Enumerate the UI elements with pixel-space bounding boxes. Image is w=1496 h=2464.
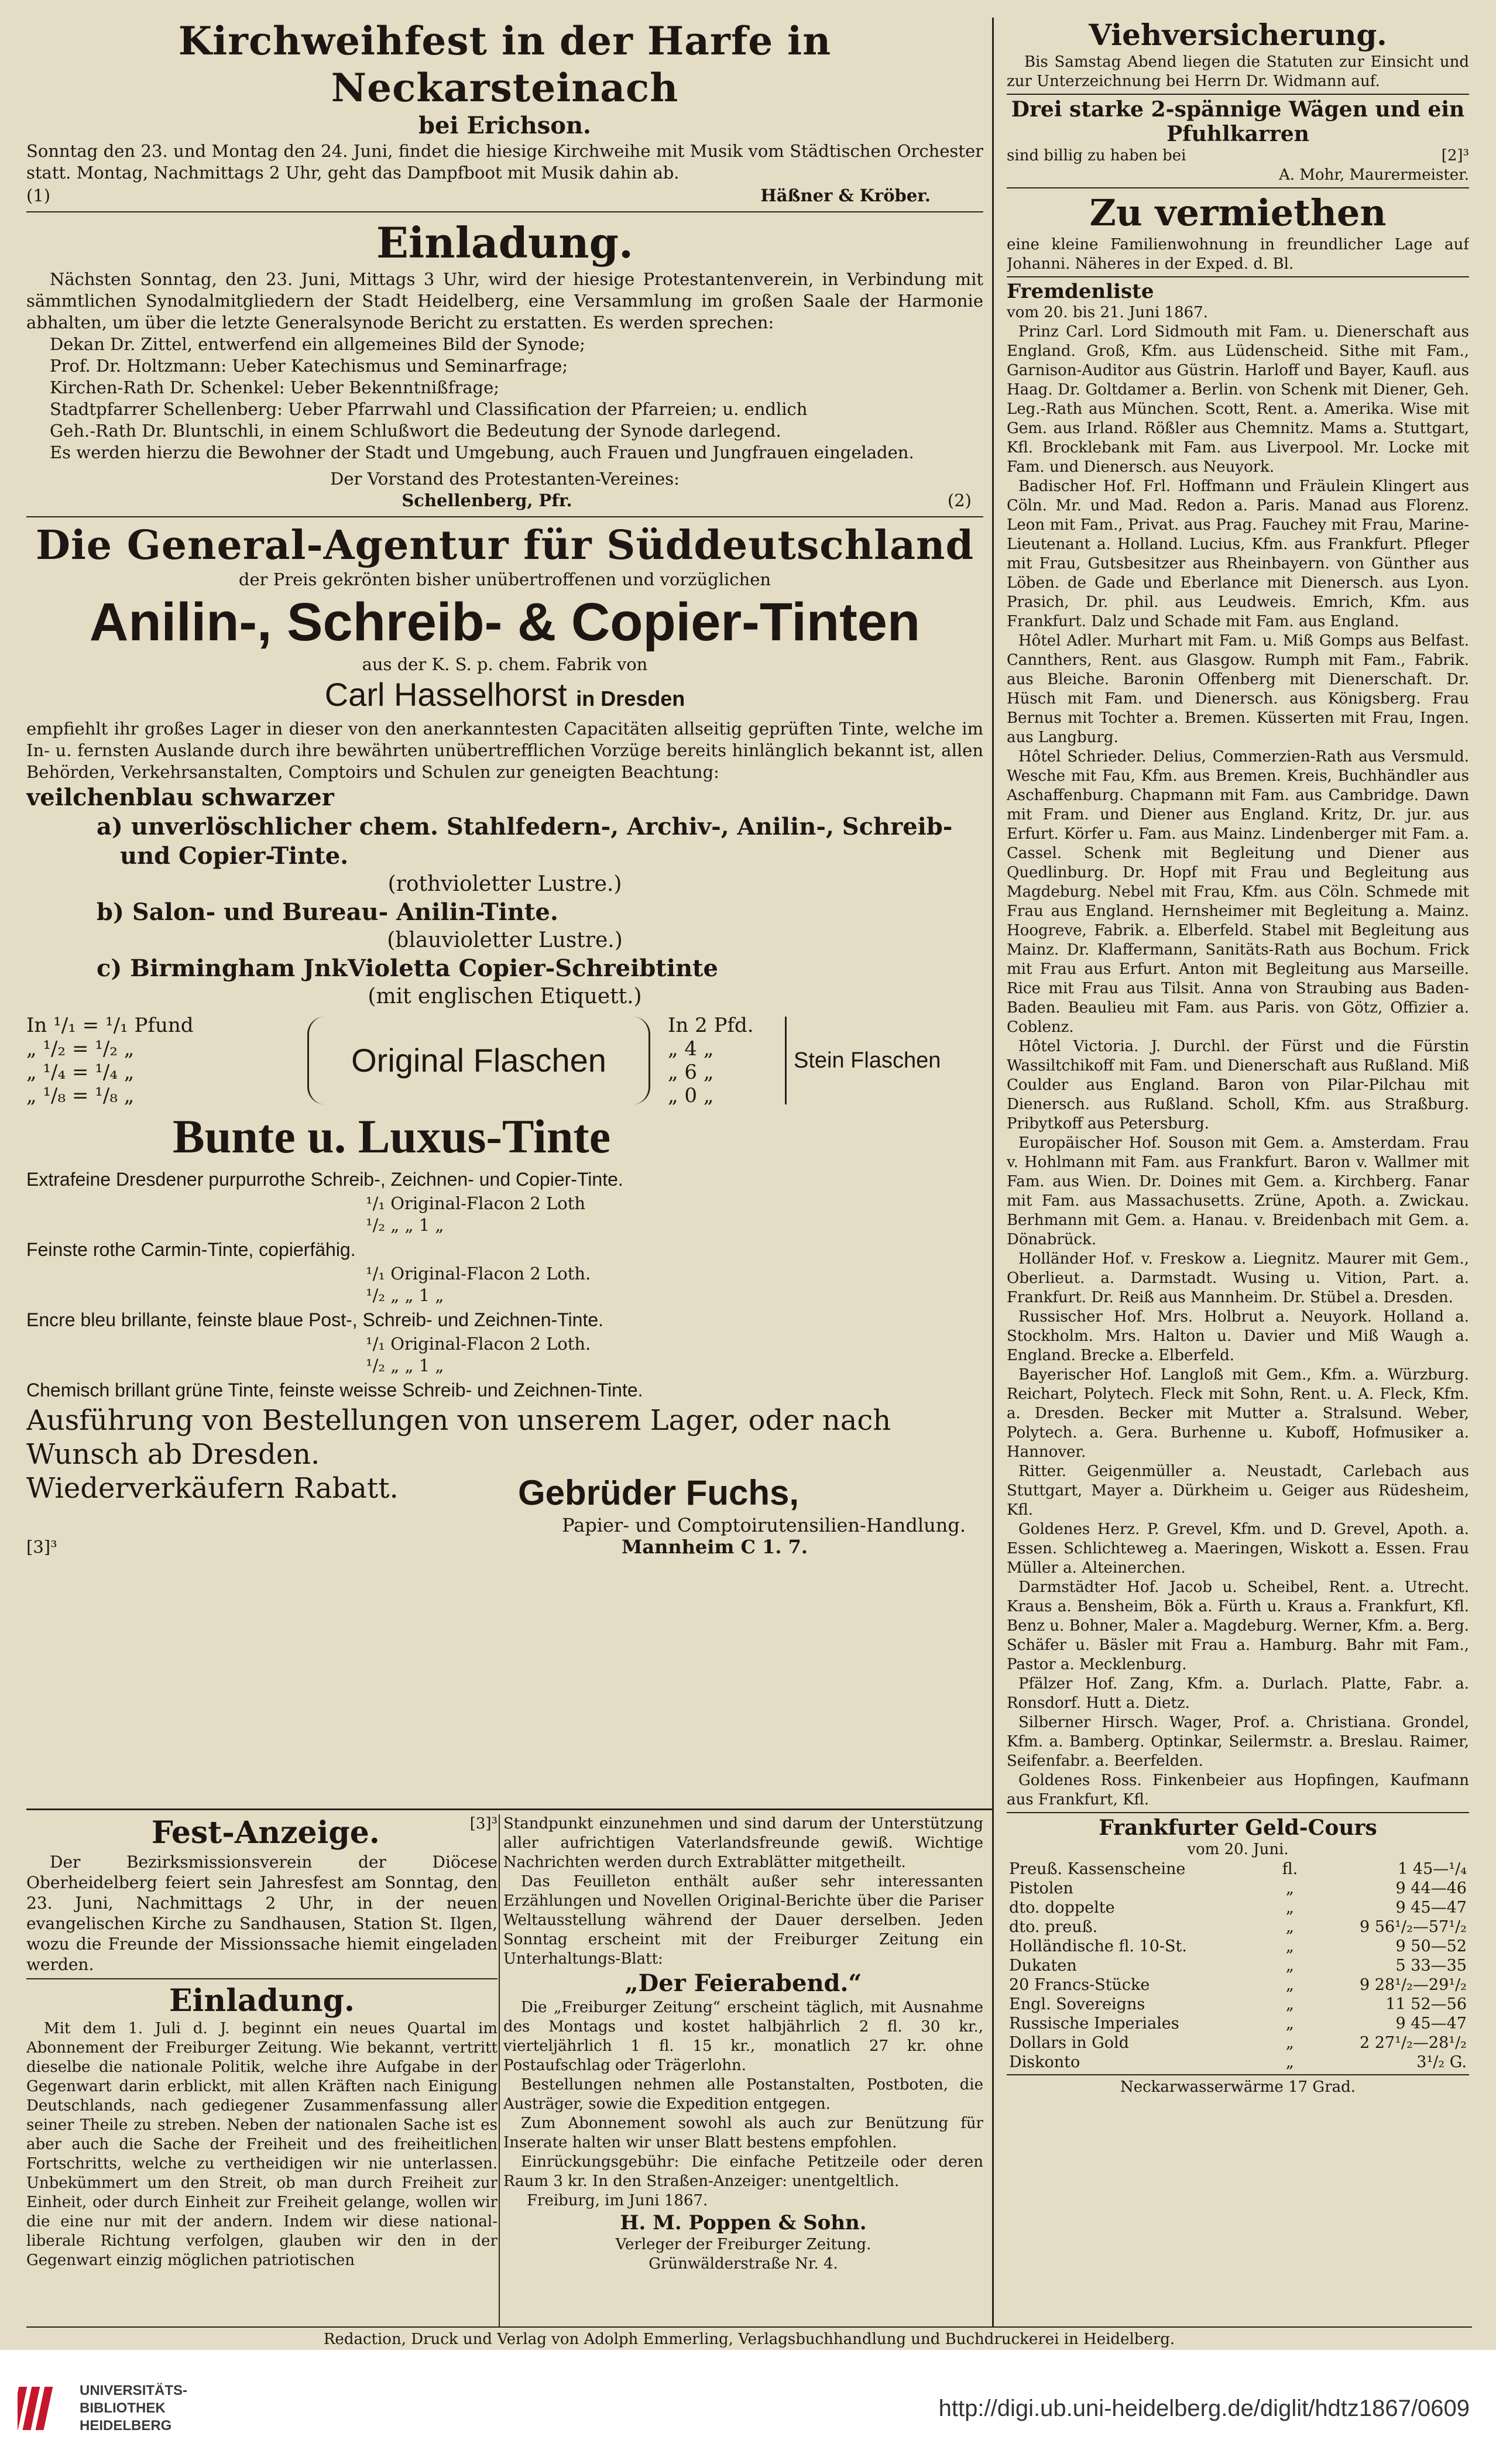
protestantenverein-ad bbox=[26, 217, 983, 512]
currency-unit: „ bbox=[1285, 1918, 1294, 1936]
pfd-row: „ 0 „ bbox=[668, 1084, 714, 1107]
tinten-num: [3]³ bbox=[26, 1537, 57, 1557]
divider bbox=[26, 1978, 497, 1979]
fremden-title: Fremdenliste bbox=[1007, 280, 1154, 303]
festanzeige-num: [3]³ bbox=[469, 1815, 497, 1832]
column-divider bbox=[992, 18, 994, 2326]
flacon-line: ¹/₁ Original-Flacon 2 Loth bbox=[366, 1193, 586, 1213]
geld-row bbox=[1007, 1975, 1469, 1995]
geld-row bbox=[1007, 1956, 1469, 1975]
zeitung-sign: H. M. Poppen & Sohn. bbox=[620, 2211, 867, 2235]
currency-name: Preuß. Kassenscheine bbox=[1009, 1860, 1186, 1878]
geld-date: vom 20. Juni. bbox=[1187, 1841, 1289, 1858]
currency-unit: „ bbox=[1285, 1937, 1294, 1955]
size-row: „ ¹/₈ = ¹/₈ „ bbox=[26, 1084, 135, 1107]
tinten-head: Die General-Agentur für Süddeutschland bbox=[35, 522, 975, 569]
currency-name: Pistolen bbox=[1009, 1879, 1073, 1897]
zeitung-text3: Die „Freiburger Zeitung“ erscheint täglich, mit Ausnahme des Montags und kostet halbjährlich 2 fl. 30 kr., vierteljährlich 1 fl. 15 kr., monatlich 27 kr. ohne Postaufschlag oder Trägerlohn. bbox=[503, 1999, 983, 2074]
kirchweih-text: Sonntag den 23. und Montag den 24. Juni, findet die hiesige Kirchweihe mit Musik vom Städtischen Orchester statt. Montag, Nachmittags 2 Uhr, geht das Dampfboot mit Musik dahin ab. bbox=[26, 141, 983, 183]
speaker: Prof. Dr. Holtzmann: Ueber Katechismus und Seminarfrage; bbox=[50, 356, 568, 376]
stein-flaschen: Stein Flaschen bbox=[785, 1017, 941, 1104]
geld-row bbox=[1007, 2033, 1469, 2053]
currency-unit: „ bbox=[1285, 1995, 1294, 2013]
zeitung-text1: Standpunkt einzunehmen und sind darum der Unterstützung aller aufrichtigen Vaterlandsfreunde gewiß. Wichtige Nachrichten werden durch Extrablätter mitgetheilt. bbox=[503, 1815, 983, 1871]
hotel-entry: Hôtel Adler. Murhart mit Fam. u. Miß Gomps aus Belfast. Cannthers, Rent. aus Glasgow. Rumph mit Fam., Fabrik. aus Bleiche. Baronin Offenberg mit Dienerschaft. Dr. Hüsch mit Fam. und Dienersch. aus Königsberg. Frau Bernus mit Tochter a. Bremen. Küsserten mit Frau, Ingen. aus Langburg. bbox=[1007, 632, 1469, 746]
currency-rate: 5 33—35 bbox=[1395, 1957, 1467, 1975]
wagen-sign: A. Mohr, Maurermeister. bbox=[1279, 166, 1469, 184]
currency-unit: „ bbox=[1285, 2034, 1294, 2052]
ink-line: Chemisch brillant grüne Tinte, feinste weisse Schreib- und Zeichnen-Tinte. bbox=[26, 1379, 643, 1401]
kirchweih-title: Kirchweihfest in der Harfe in Neckarsteinach bbox=[178, 18, 832, 111]
original-flaschen: Original Flaschen bbox=[307, 1017, 650, 1104]
right-column bbox=[1007, 18, 1469, 2283]
geld-title: Frankfurter Geld-Cours bbox=[1099, 1816, 1377, 1840]
divider bbox=[1007, 2074, 1469, 2075]
vermiethen-text: eine kleine Familienwohnung in freundlicher Lage auf Johanni. Näheres in der Exped. d. Bl. bbox=[1007, 236, 1469, 273]
tinten-text: empfiehlt ihr großes Lager in dieser von den anerkanntesten Capacitäten allseitig geprüften Tinte, welche im In- u. fernsten Auslande durch ihre bewährten unübertrefflichen Vorzüge bereits hinlänglich bekannt ist, allen Behörden, Verkehrsanstalten, Comptoirs und Schulen zur geneigten Beachtung: bbox=[26, 719, 983, 782]
hotel-entry: Russischer Hof. Mrs. Holbrut a. Neuyork. Holland a. Stockholm. Mrs. Halton u. Davier und Miß Waugh a. England. Brecke a. Elberfeld. bbox=[1007, 1308, 1469, 1364]
hotel-entry: Hôtel Schrieder. Delius, Commerzien-Rath aus Versmuld. Wesche mit Fau, Kfm. aus Bremen. Kreis, Buchhändler aus Aschaffenburg. Chapmann mit Fam. aus Cambridge. Dawn mit Fram. und Diener aus England. Kritz, Dr. jur. aus Erfurt. Körfer u. Fam. aus Mainz. Lindenberger mit Fam. a. Cassel. Schenk mit Begleitung und Diener aus Quedlinburg. Dr. Hopf mit Frau und Begleitung aus Magdeburg. Nebel mit Frau, Kfm. aus Cöln. Schmede mit Frau aus England. Hernsheimer mit Begleitung a. Mainz. Hoogreve, Fabrik. a. Elberfeld. Stabel mit Begleitung aus Mainz. Dr. Klaffermann, Sanitäts-Rath aus Bochum. Frick mit Frau aus Erfurt. Anton mit Begleitung aus Marseille. Rice mit Frau aus Tilsit. Anna von Straubing aus Baden-Baden. Beaulieu mit Fam. aus Paris. von Götz, Offizier a. Coblenz. bbox=[1007, 748, 1469, 1036]
currency-name: dto. doppelte bbox=[1009, 1899, 1115, 1917]
geld-row bbox=[1007, 2053, 1469, 2072]
imprint: Redaction, Druck und Verlag von Adolph Emmerling, Verlagsbuchhandlung und Buchdruckerei in Heidelberg. bbox=[323, 2331, 1175, 2348]
geld-row bbox=[1007, 1859, 1469, 1879]
geld-row bbox=[1007, 1917, 1469, 1937]
einladung2-text: Mit dem 1. Juli d. J. beginnt ein neues Quartal im Abonnement der Freiburger Zeitung. Wie bekannt, vertritt dieselbe die nationale Politik, welche ihre Aufgabe in der Gegenwart darin erblickt, mit allen Kräften nach Einigung Deutschlands, nach gediegener Zusammenfassung aller seiner Theile zu streben. Neben der nationalen Sache ist es aber auch die Sache der Freiheit und des freiheitlichen Fortschritts, welche zu vertheidigen wir nie unterlassen. Unbekümmert um den Streit, ob man durch Freiheit zur Einheit, oder durch Einheit zur Freiheit gelange, wollen wir die eine nur mit der andern. Indem wir diese national-liberale Richtung verfolgen, glauben wir den in der Gegenwart einzig möglichen patriotischen bbox=[26, 2020, 497, 2269]
currency-unit: „ bbox=[1285, 1957, 1294, 1975]
imprint-divider bbox=[26, 2326, 1472, 2328]
tinten-item-c-note: (mit englischen Etiquett.) bbox=[368, 984, 642, 1008]
kirchweih-sign: Häßner & Kröber. bbox=[760, 186, 931, 205]
currency-name: Engl. Sovereigns bbox=[1009, 1995, 1145, 2013]
wagen-title: Drei starke 2-spännige Wägen und ein Pfuhlkarren bbox=[1011, 97, 1465, 146]
bunte-title: Bunte u. Luxus-Tinte bbox=[173, 1110, 611, 1163]
tinten-sub: der Preis gekrönten bisher unübertroffenen und vorzüglichen bbox=[238, 569, 771, 589]
source-url-link[interactable]: http://digi.ub.uni-heidelberg.de/diglit/hdtz1867/0609 bbox=[938, 2396, 1470, 2421]
festanzeige-title: Fest-Anzeige. bbox=[151, 1815, 380, 1851]
currency-unit: „ bbox=[1285, 1879, 1294, 1897]
divider bbox=[1007, 187, 1469, 188]
uni-line1: UNIVERSITÄTS- bbox=[80, 2383, 188, 2398]
hotel-entry: Bayerischer Hof. Langloß mit Gem., Kfm. a. Würzburg. Reichart, Polytech. Fleck mit Sohn, Rent. u. A. Fleck, Kfm. a. Dresden. Becker mit Mutter a. Stralsund. Weber, Polytech. a. Gera. Burhenne u. Kuboff, Hofmusiker a. Hannover. bbox=[1007, 1366, 1469, 1461]
zeitung-date: Freiburg, im Juni 1867. bbox=[527, 2192, 708, 2209]
hotel-entry: Prinz Carl. Lord Sidmouth mit Fam. u. Dienerschaft aus England. Groß, Kfm. aus Lüdenscheid. Sithe mit Fam., Garnison-Auditor aus Güstrin. Harloff und Bayer, Kaufl. aus Haag. Dr. Goltdamer a. Berlin. von Schenk mit Diener, Geh. Leg.-Rath aus München. Scott, Rent. a. Amerika. Wise mit Gem. aus Irland. Rößler aus Chemnitz. Mams a. Stuttgart, Kfl. Brocklebank mit Fam. aus Liverpool. Mr. Locke mit Fam. und Dienersch. aus Neuyork. bbox=[1007, 323, 1469, 476]
vieh-title: Viehversicherung. bbox=[1089, 18, 1387, 52]
tinten-from: aus der K. S. p. chem. Fabrik von bbox=[362, 654, 648, 674]
tinten-size-table bbox=[26, 1014, 983, 1107]
speaker: Geh.-Rath Dr. Bluntschli, in einem Schlußwort die Bedeutung der Synode darlegend. bbox=[50, 421, 781, 441]
fremdenliste bbox=[1007, 280, 1469, 1810]
tinten-rabatt: Wiederverkäufern Rabatt. bbox=[26, 1472, 399, 1505]
hotel-entry: Badischer Hof. Frl. Hoffmann und Fräulein Klingert aus Cöln. Mr. und Mad. Redon a. Paris. Manad aus Florenz. Leon mit Fam., Privat. aus Prag. Fauchey mit Frau, Marine-Lieutenant a. Holland. Lucius, Kfm. aus Frankfurt. Pfleger mit Frau, Gutsbesitzer aus Rheinbayern. von Günther aus Löben. de Gade und Eberlance mit Dienersch. aus Lyon. Prasich, Dr. phil. aus Leudweis. Emrich, Kfm. aus Frankfurt. Dalz und Schade mit Fam. aus England. bbox=[1007, 478, 1469, 630]
currency-rate: 2 27¹/₂—28¹/₂ bbox=[1360, 2034, 1467, 2052]
kirchweih-by: bei Erichson. bbox=[418, 112, 591, 139]
flacon-line: ¹/₂ „ „ 1 „ bbox=[366, 1355, 444, 1375]
einladung-closing: Es werden hierzu die Bewohner der Stadt und Umgebung, auch Frauen und Jungfrauen eingeladen. bbox=[50, 442, 914, 462]
pfd-row: „ 4 „ bbox=[668, 1037, 714, 1061]
currency-rate: 11 52—56 bbox=[1385, 1995, 1467, 2013]
tinten-city: in Dresden bbox=[576, 687, 685, 711]
geld-row bbox=[1007, 1879, 1469, 1898]
currency-rate: 9 44—46 bbox=[1395, 1879, 1467, 1897]
geld-row bbox=[1007, 1995, 1469, 2014]
currency-rate: 1 45—¹/₄ bbox=[1398, 1860, 1467, 1878]
tinten-title: Anilin-, Schreib- & Copier-Tinten bbox=[89, 592, 921, 652]
tinten-item-a: a) unverlöschlicher chem. Stahlfedern-, Archiv-, Anilin-, Schreib- und Copier-Tinte. bbox=[97, 813, 953, 870]
bottom-middle-column bbox=[503, 1814, 983, 2326]
currency-name: Holländische fl. 10-St. bbox=[1009, 1937, 1187, 1955]
currency-rate: 9 28¹/₂—29¹/₂ bbox=[1360, 1976, 1467, 1994]
hotel-entry: Darmstädter Hof. Jacob u. Scheibel, Rent. a. Utrecht. Kraus a. Bensheim, Bök a. Fürth u. Kraus a. Frankfurt, Kfl. Benz u. Bohner, Maler a. Magdeburg. Werner, Kfm. a. Berg. Schäfer u. Bäsler mit Frau a. Hamburg. Bahr mit Fam., Pastor a. Mecklenburg. bbox=[1007, 1578, 1469, 1673]
divider bbox=[26, 516, 983, 517]
flacon-line: ¹/₂ „ „ 1 „ bbox=[366, 1285, 444, 1305]
speaker: Stadtpfarrer Schellenberg: Ueber Pfarrwahl und Classification der Pfarreien; u. endlich bbox=[50, 399, 808, 419]
geld-table bbox=[1007, 1859, 1469, 2072]
kirchweih-ad bbox=[26, 18, 983, 207]
einladung-title: Einladung. bbox=[376, 218, 634, 267]
currency-rate: 9 50—52 bbox=[1395, 1937, 1467, 1955]
hotel-entry: Hôtel Victoria. J. Durchl. der Fürst und die Fürstin Wassiltchikoff mit Fam. und Dienerschaft aus Rußland. Miß Coulder aus England. Baron von Pilar-Pilchau mit Dienersch. aus Rußland. Scholl, Kfm. aus Straßburg. Pribytkoff aus Petersburg. bbox=[1007, 1038, 1469, 1133]
digitization-footer bbox=[0, 2350, 1496, 2464]
einladung2-title: Einladung. bbox=[169, 1983, 355, 2019]
zeitung-text4: Bestellungen nehmen alle Postanstalten, Postboten, die Austräger, sowie die Expedition entgegen. bbox=[503, 2076, 983, 2113]
fremden-date: vom 20. bis 21. Juni 1867. bbox=[1007, 304, 1208, 321]
water-temp: Neckarwasserwärme 17 Grad. bbox=[1120, 2078, 1356, 2096]
divider bbox=[1007, 1812, 1469, 1813]
hotel-entry: Europäischer Hof. Souson mit Gem. a. Amsterdam. Frau v. Hohlmann mit Fam. aus Frankfurt. Baron v. Wallmer mit Fam. aus Wien. Dr. Doines mit Gem. a. Kirchberg. Fanar mit Fam. aus Massachusetts. Zrüne, Apoth. a. Zwickau. Berhmann mit Gem. a. Hanau. v. Breidenbach mit Gem. a. Dönabrück. bbox=[1007, 1134, 1469, 1248]
speaker: Dekan Dr. Zittel, entwerfend ein allgemeines Bild der Synode; bbox=[50, 334, 585, 354]
tinten-item-b: b) Salon- und Bureau- Anilin-Tinte. bbox=[97, 898, 558, 926]
tinten-seller-sub: Papier- und Comptoirutensilien-Handlung. bbox=[562, 1514, 966, 1536]
ink-line: Feinste rothe Carmin-Tinte, copierfähig. bbox=[26, 1239, 356, 1260]
vieh-text: Bis Samstag Abend liegen die Statuten zur Einsicht und zur Unterzeichnung bei Herrn Dr. Widmann auf. bbox=[1007, 53, 1469, 90]
currency-unit: „ bbox=[1285, 2053, 1294, 2071]
ub-logo-icon bbox=[18, 2382, 70, 2435]
hotel-entry: Ritter. Geigenmüller a. Neustadt, Carlebach aus Stuttgart, Mayer a. Dürkheim u. Geiger aus Rüdesheim, Kfl. bbox=[1007, 1463, 1469, 1519]
pfd-row: In 2 Pfd. bbox=[668, 1014, 754, 1037]
tinten-item-c: c) Birmingham JnkVioletta Copier-Schreibtinte bbox=[97, 955, 718, 982]
currency-name: Dollars in Gold bbox=[1009, 2034, 1129, 2052]
einladung-num: (2) bbox=[947, 490, 972, 510]
speaker: Kirchen-Rath Dr. Schenkel: Ueber Bekenntnißfrage; bbox=[50, 378, 500, 397]
zeitung-text2: Das Feuilleton enthält außer sehr interessanten Erzählungen und Novellen Original-Berichte über die Pariser Weltausstellung während der Dauer derselben. Jeden Sonntag erscheint mit der Freiburger Zeitung ein Unterhaltungs-Blatt: bbox=[503, 1873, 983, 1968]
zeitung-addr: Grünwälderstraße Nr. 4. bbox=[649, 2255, 838, 2273]
wagen-text: sind billig zu haben bei bbox=[1007, 147, 1186, 164]
tinten-ad bbox=[26, 522, 983, 1558]
flacon-line: ¹/₁ Original-Flacon 2 Loth. bbox=[366, 1334, 591, 1354]
geld-row bbox=[1007, 1937, 1469, 1956]
tinten-order: Ausführung von Bestellungen von unserem Lager, oder nach Wunsch ab Dresden. bbox=[26, 1404, 891, 1471]
hotel-entry: Pfälzer Hof. Zang, Kfm. a. Durlach. Platte, Fabr. a. Ronsdorf. Hutt a. Dietz. bbox=[1007, 1675, 1469, 1712]
flacon-line: ¹/₁ Original-Flacon 2 Loth. bbox=[366, 1264, 591, 1284]
zeitung-sign-sub: Verleger der Freiburger Zeitung. bbox=[615, 2236, 871, 2253]
divider bbox=[26, 211, 983, 212]
divider bbox=[1007, 94, 1469, 95]
size-row: „ ¹/₂ = ¹/₂ „ bbox=[26, 1037, 135, 1061]
festanzeige-text: Der Bezirksmissionsverein der Diöcese Oberheidelberg feiert sein Jahresfest am Sonntag, den 23. Juni, Nachmittags 2 Uhr, in der neuen evangelischen Kirche zu Sandhausen, Station St. Ilgen, wozu die Freunde der Missionssache hiemit eingeladen werden. bbox=[26, 1852, 497, 1974]
tinten-seller-addr: Mannheim C 1. 7. bbox=[621, 1536, 808, 1558]
hotel-entry: Goldenes Ross. Finkenbeier aus Hopfingen, Kaufmann aus Frankfurt, Kfl. bbox=[1007, 1772, 1469, 1808]
flacon-line: ¹/₂ „ „ 1 „ bbox=[366, 1215, 444, 1235]
hotel-entry: Silberner Hirsch. Wager, Prof. a. Christiana. Grondel, Kfm. a. Bamberg. Optinkar, Seilermstr. a. Breslau. Raimer, Seifenfabr. a. Beerfelden. bbox=[1007, 1714, 1469, 1770]
size-row: „ ¹/₄ = ¹/₄ „ bbox=[26, 1061, 135, 1084]
currency-name: 20 Francs-Stücke bbox=[1009, 1976, 1150, 1994]
wagen-num: [2]³ bbox=[1441, 147, 1469, 164]
currency-rate: 3¹/₂ G. bbox=[1416, 2053, 1467, 2071]
currency-unit: „ bbox=[1285, 1976, 1294, 1994]
currency-name: Diskonto bbox=[1009, 2053, 1080, 2071]
currency-name: dto. preuß. bbox=[1009, 1918, 1098, 1936]
hotel-entry: Holländer Hof. v. Freskow a. Liegnitz. Maurer mit Gem., Oberlieut. a. Darmstadt. Wusing u. Vition, Part. a. Frankfurt. Dr. Reiß aus Mannheim. Dr. Stübel a. Dresden. bbox=[1007, 1250, 1469, 1306]
einladung-board: Der Vorstand des Protestanten-Vereines: bbox=[330, 469, 680, 489]
pfd-row: „ 6 „ bbox=[668, 1061, 714, 1084]
ink-line: Extrafeine Dresdener purpurrothe Schreib-, Zeichnen- und Copier-Tinte. bbox=[26, 1169, 623, 1190]
left-column bbox=[26, 18, 983, 2048]
tinten-seller: Gebrüder Fuchs, bbox=[518, 1473, 800, 1512]
tinten-item-b-note: (blauvioletter Lustre.) bbox=[387, 928, 623, 952]
hotel-entry: Goldenes Herz. P. Grevel, Kfm. und D. Grevel, Apoth. a. Essen. Schlichteweg a. Maeringen, Wiskott a. Essen. Frau Müller a. Alteinerchen. bbox=[1007, 1521, 1469, 1577]
currency-rate: 9 45—47 bbox=[1395, 2015, 1467, 2033]
vermiethen-title: Zu vermiethen bbox=[1089, 191, 1387, 234]
currency-unit: „ bbox=[1285, 2015, 1294, 2033]
kirchweih-num: (1) bbox=[26, 186, 51, 205]
geld-row bbox=[1007, 2014, 1469, 2033]
ink-line: Encre bleu brillante, feinste blaue Post-, Schreib- und Zeichnen-Tinte. bbox=[26, 1309, 604, 1330]
geld-row bbox=[1007, 1898, 1469, 1917]
currency-unit: fl. bbox=[1282, 1860, 1298, 1878]
size-row: In ¹/₁ = ¹/₁ Pfund bbox=[26, 1014, 194, 1037]
feierabend: „Der Feierabend.“ bbox=[625, 1969, 862, 1997]
bottom-left-column bbox=[26, 1814, 497, 2326]
divider bbox=[1007, 276, 1469, 277]
currency-unit: „ bbox=[1285, 1899, 1294, 1917]
currency-rate: 9 56¹/₂—57¹/₂ bbox=[1360, 1918, 1467, 1936]
currency-name: Russische Imperiales bbox=[1009, 2015, 1179, 2033]
uni-line2: BIBLIOTHEK bbox=[80, 2400, 166, 2416]
zeitung-text6: Einrückungsgebühr: Die einfache Petitzeile oder deren Raum 3 kr. In den Straßen-Anzeiger: unentgeltlich. bbox=[503, 2153, 983, 2190]
tinten-item-a-note: (rothvioletter Lustre.) bbox=[387, 872, 622, 896]
zeitung-text5: Zum Abonnement sowohl als auch zur Benützung für Inserate halten wir unser Blatt bestens empfohlen. bbox=[503, 2115, 983, 2151]
currency-name: Dukaten bbox=[1009, 1957, 1077, 1975]
tinten-colors: veilchenblau schwarzer bbox=[26, 784, 334, 811]
currency-rate: 9 45—47 bbox=[1395, 1899, 1467, 1917]
uni-line3: HEIDELBERG bbox=[80, 2418, 172, 2434]
tinten-company: Carl Hasselhorst bbox=[324, 676, 567, 713]
university-logo[interactable] bbox=[18, 2370, 228, 2446]
einladung-text: Nächsten Sonntag, den 23. Juni, Mittags 3 Uhr, wird der hiesige Protestantenverein, in Verbindung mit sämmtlichen Synodalmitgliedern der Stadt Heidelberg, eine Versammlung im großen Saale der Harmonie abhalten, um über die letzte Generalsynode Bericht zu erstatten. Es werden sprechen: bbox=[26, 269, 983, 332]
einladung-sign: Schellenberg, Pfr. bbox=[402, 490, 572, 510]
